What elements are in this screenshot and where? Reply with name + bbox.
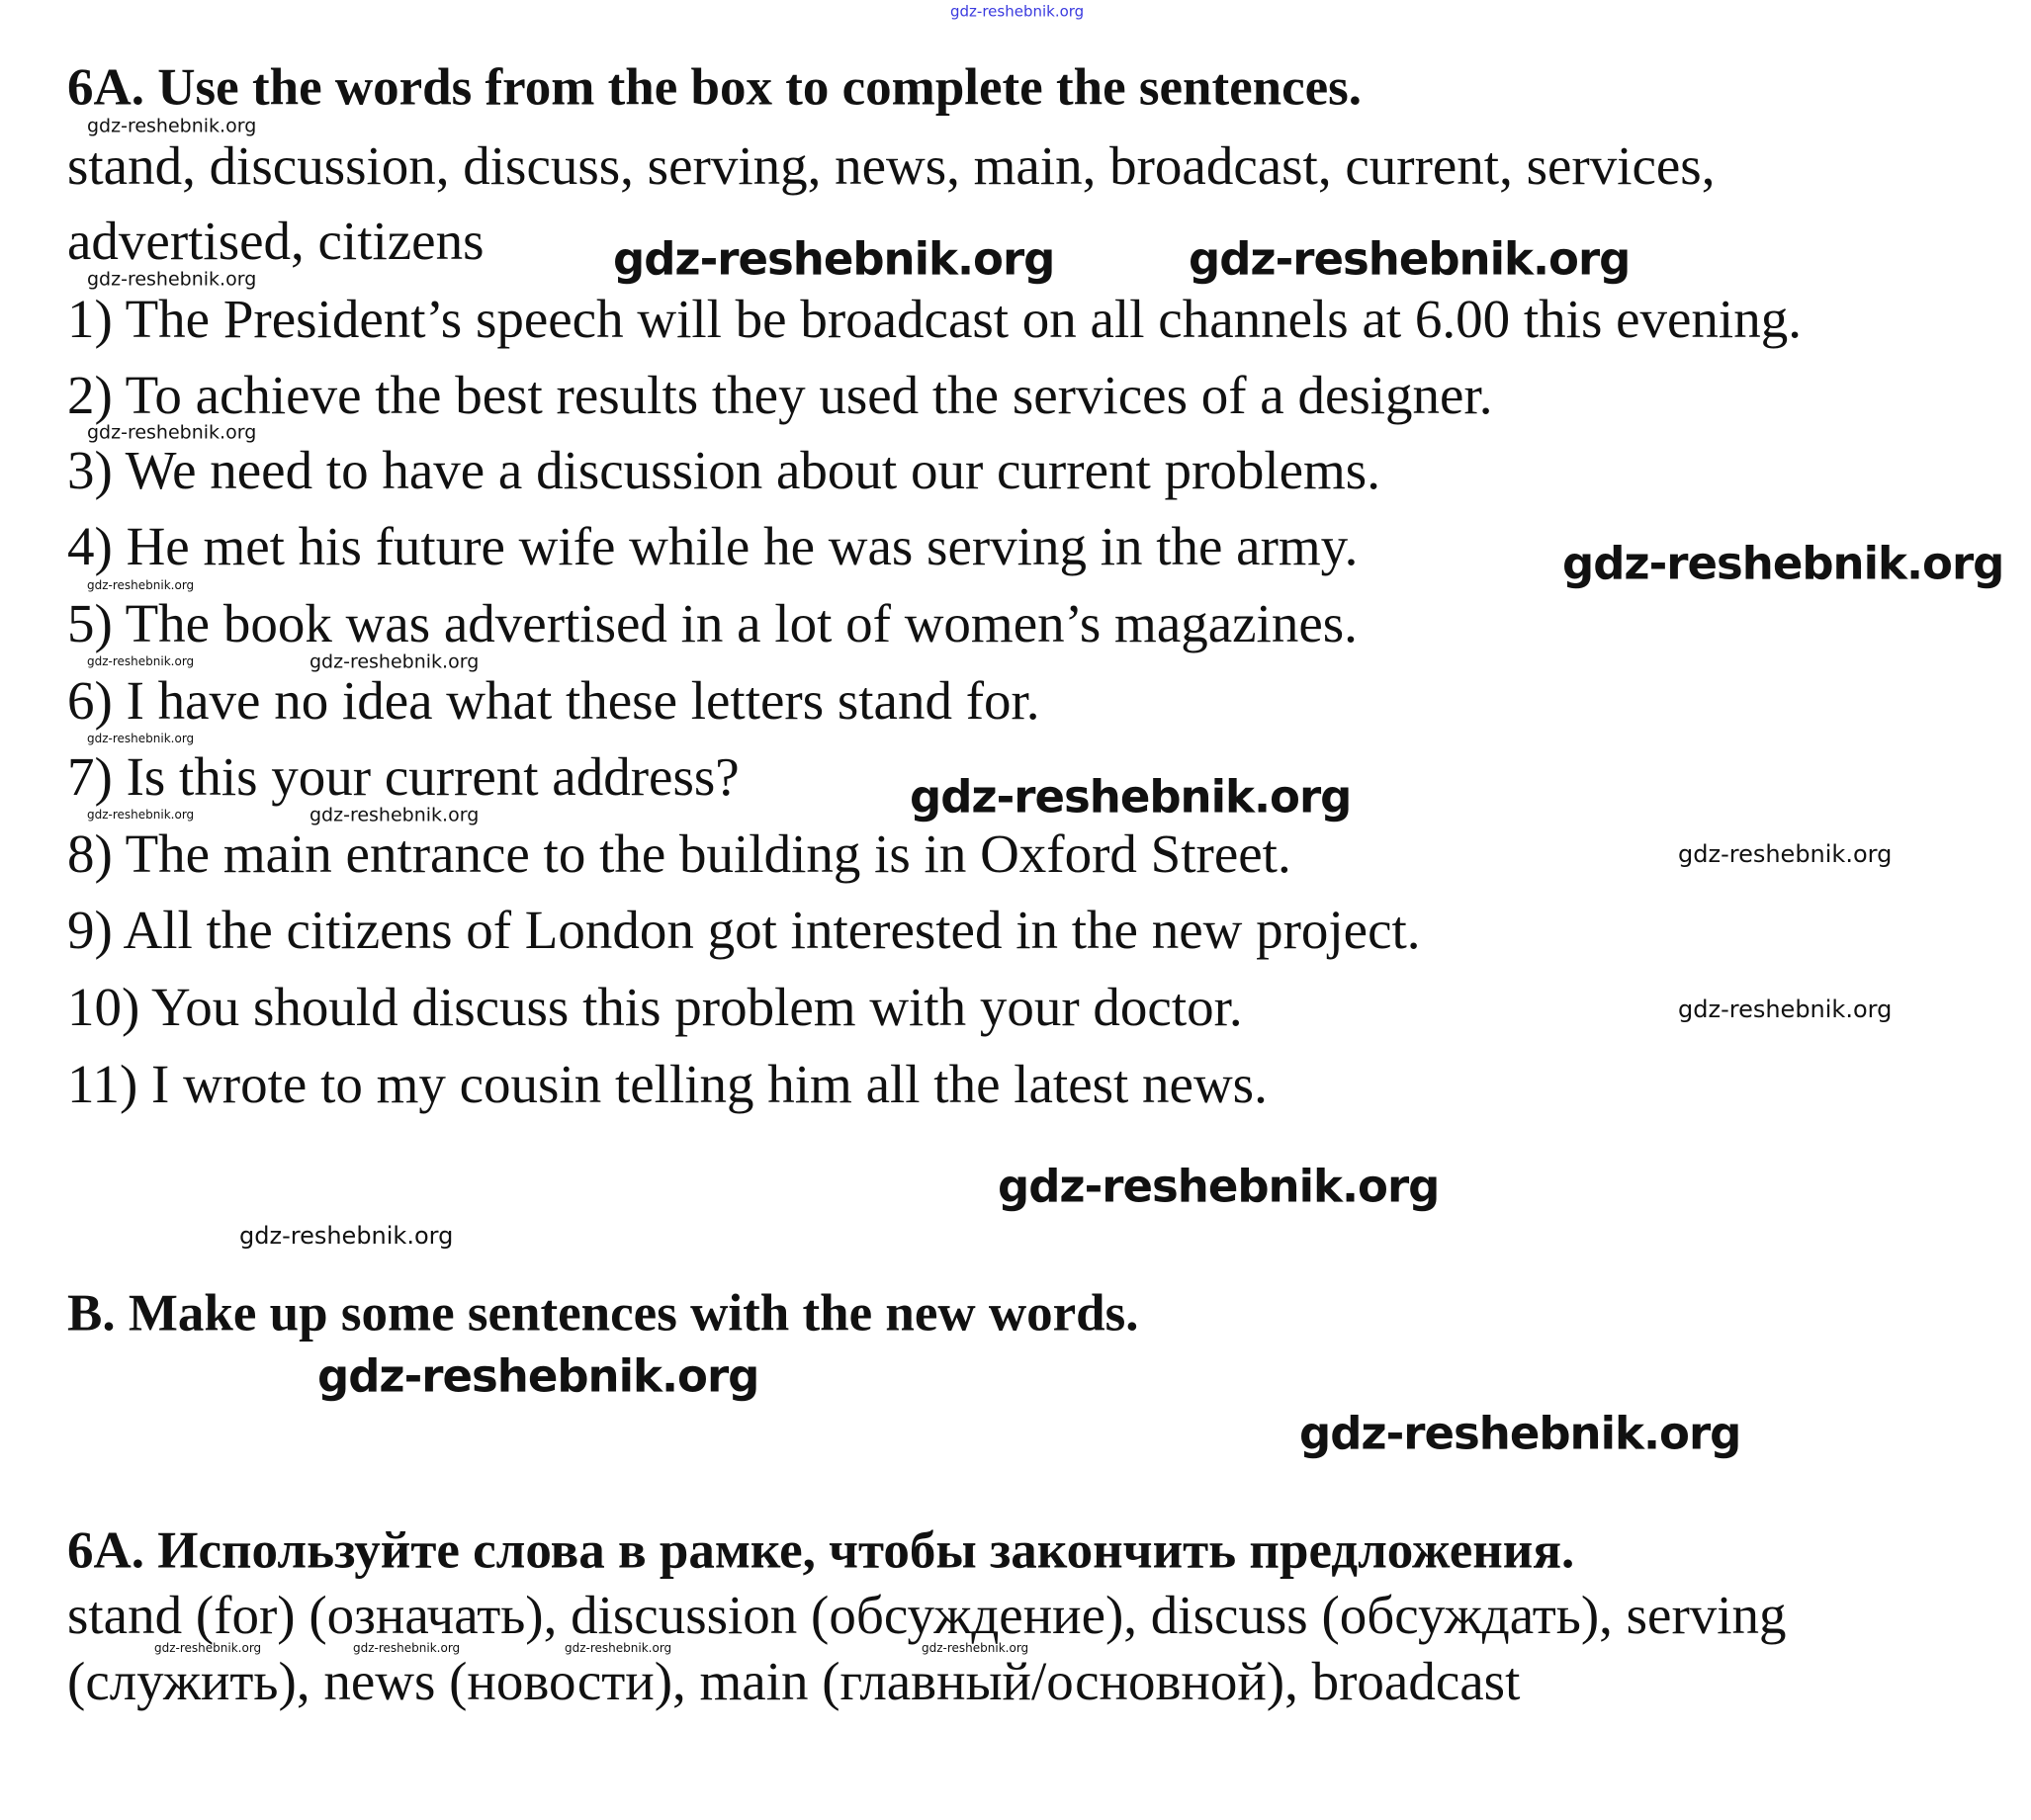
watermark: gdz-reshebnik.org: [87, 654, 195, 668]
exercise-b-title: B. Make up some sentences with the new words.: [67, 1284, 1139, 1343]
sentence: 1) The President’s speech will be broadcast on all channels at 6.00 this evening.: [67, 289, 1802, 349]
watermark: gdz-reshebnik.org: [1299, 1407, 1741, 1460]
sentence: 7) Is this your current address?: [67, 746, 740, 807]
sentence: 5) The book was advertised in a lot of women’s magazines.: [67, 593, 1358, 653]
sentence: 10) You should discuss this problem with your doctor.: [67, 977, 1243, 1037]
watermark: gdz-reshebnik.org: [87, 115, 257, 137]
watermark: gdz-reshebnik.org: [154, 1641, 262, 1655]
translation-title: 6A. Используйте слова в рамке, чтобы закончить предложения.: [67, 1521, 1575, 1580]
watermark: gdz-reshebnik.org: [1562, 537, 2004, 590]
sentence: 11) I wrote to my cousin telling him all the latest news.: [67, 1054, 1268, 1114]
translation-line: (служить), news (новости), main (главный/основной), broadcast: [67, 1651, 1521, 1711]
watermark: gdz-reshebnik.org: [317, 1349, 759, 1403]
translation-line: stand (for) (означать), discussion (обсуждение), discuss (обсуждать), serving: [67, 1585, 1787, 1645]
watermark: gdz-reshebnik.org: [353, 1641, 461, 1655]
watermark: gdz-reshebnik.org: [613, 232, 1055, 286]
exercise-6a-title: 6A. Use the words from the box to complete the sentences.: [67, 58, 1363, 117]
sentence: 2) To achieve the best results they used the services of a designer.: [67, 365, 1493, 425]
top-watermark: gdz-reshebnik.org: [950, 2, 1085, 21]
watermark: gdz-reshebnik.org: [87, 421, 257, 444]
watermark: gdz-reshebnik.org: [87, 268, 257, 291]
watermark: gdz-reshebnik.org: [87, 808, 195, 822]
word-box-line: stand, discussion, discuss, serving, news, main, broadcast, current, services,: [67, 135, 1716, 196]
watermark: gdz-reshebnik.org: [1678, 996, 1893, 1023]
watermark: gdz-reshebnik.org: [87, 578, 195, 592]
sentence: 9) All the citizens of London got interested in the new project.: [67, 900, 1421, 960]
watermark: gdz-reshebnik.org: [922, 1641, 1029, 1655]
watermark: gdz-reshebnik.org: [87, 732, 195, 745]
watermark: gdz-reshebnik.org: [239, 1222, 454, 1250]
watermark: gdz-reshebnik.org: [998, 1160, 1440, 1213]
word-box-line: advertised, citizens: [67, 211, 485, 271]
watermark: gdz-reshebnik.org: [910, 770, 1352, 823]
sentence: 4) He met his future wife while he was serving in the army.: [67, 516, 1359, 576]
watermark: gdz-reshebnik.org: [565, 1641, 672, 1655]
watermark: gdz-reshebnik.org: [1678, 840, 1893, 868]
watermark: gdz-reshebnik.org: [309, 650, 480, 673]
sentence: 3) We need to have a discussion about our current problems.: [67, 440, 1380, 500]
watermark: gdz-reshebnik.org: [1189, 232, 1631, 286]
watermark: gdz-reshebnik.org: [309, 804, 480, 826]
sentence: 6) I have no idea what these letters stand for.: [67, 670, 1040, 731]
sentence: 8) The main entrance to the building is in Oxford Street.: [67, 823, 1291, 884]
